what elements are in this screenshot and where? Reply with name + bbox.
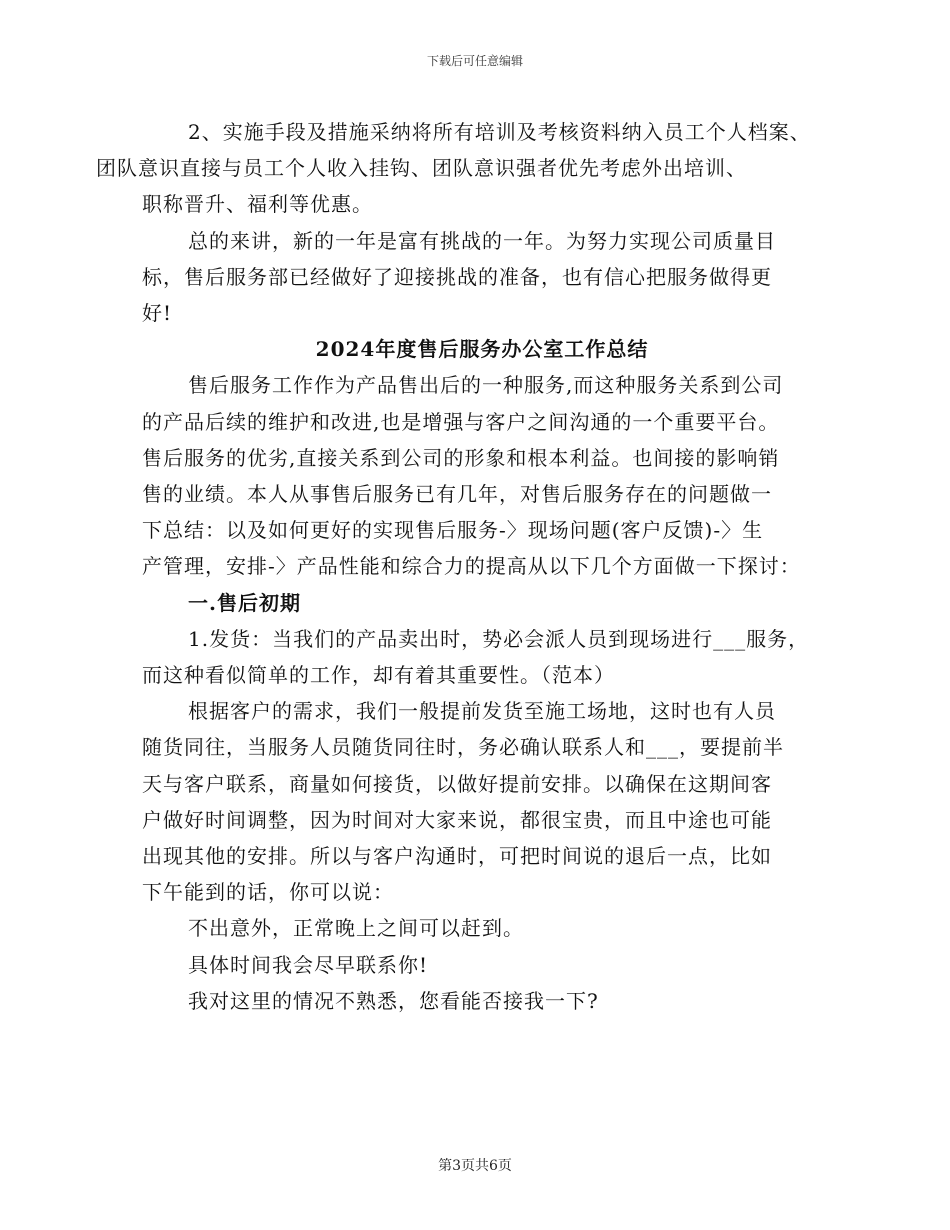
text-line: 2、实施手段及措施采纳将所有培训及考核资料纳入员工个人档案、 (188, 120, 811, 144)
quote-line: 不出意外，正常晚上之间可以赶到。 (188, 916, 524, 941)
paragraph-summary (142, 223, 822, 332)
paragraph-shipping (142, 621, 822, 693)
text-line: 好! (142, 301, 173, 326)
text-line: 的产品后续的维护和改进,也是增强与客户之间沟通的一个重要平台。 (142, 409, 780, 434)
text-line: 标，售后服务部已经做好了迎接挑战的准备，也有信心把服务做得更 (142, 264, 772, 289)
paragraph-intro (142, 367, 822, 584)
text-line: 售的业绩。本人从事售后服务已有几年，对售后服务存在的问题做一 (142, 482, 772, 507)
text-line: 产管理，安排-〉产品性能和综合力的提高从以下几个方面做一下探讨： (142, 554, 801, 579)
paragraph-customer-needs (142, 693, 822, 910)
text-line: 职称晋升、福利等优惠。 (142, 192, 373, 217)
text-line: 下总结：以及如何更好的实现售后服务-〉现场问题(客户反馈)-〉生 (142, 518, 764, 543)
section-heading: 一.售后初期 (188, 590, 301, 615)
text-line: 出现其他的安排。所以与客户沟通时，可把时间说的退后一点，比如 (142, 844, 772, 869)
text-line: 团队意识直接与员工个人收入挂钩、团队意识强者优先考虑外出培训、 (96, 156, 747, 181)
text-line: 售后服务的优劣,直接关系到公司的形象和根本利益。也间接的影响销 (142, 445, 780, 470)
text-line: 售后服务工作作为产品售出后的一种服务,而这种服务关系到公司 (188, 373, 784, 398)
text-line: 而这种看似简单的工作，却有着其重要性。（范本） (142, 663, 615, 688)
text-line: 随货同往，当服务人员随货同往时，务必确认联系人和___，要提前半 (142, 735, 784, 760)
quote-line: 具体时间我会尽早联系你! (188, 952, 429, 977)
text-line: 根据客户的需求，我们一般提前发货至施工场地，这时也有人员 (188, 699, 776, 724)
text-line: 户做好时间调整，因为时间对大家来说，都很宝贵，而且中途也可能 (142, 807, 772, 832)
page-header: 下载后可任意编辑 (426, 54, 523, 68)
document-title: 2024年度售后服务办公室工作总结 (315, 337, 649, 362)
paragraph-measures (96, 114, 822, 223)
document-body (96, 114, 822, 1019)
text-line: 总的来讲，新的一年是富有挑战的一年。为努力实现公司质量目 (188, 228, 776, 253)
page-footer: 第3页共6页 (438, 1158, 512, 1174)
text-line: 下午能到的话，你可以说： (142, 880, 394, 905)
text-line: 天与客户联系，商量如何接货，以做好提前安排。以确保在这期间客 (142, 771, 772, 796)
text-line: 1.发货：当我们的产品卖出时，势必会派人员到现场进行___服务， (188, 626, 810, 651)
quote-line: 我对这里的情况不熟悉，您看能否接我一下? (188, 988, 599, 1013)
